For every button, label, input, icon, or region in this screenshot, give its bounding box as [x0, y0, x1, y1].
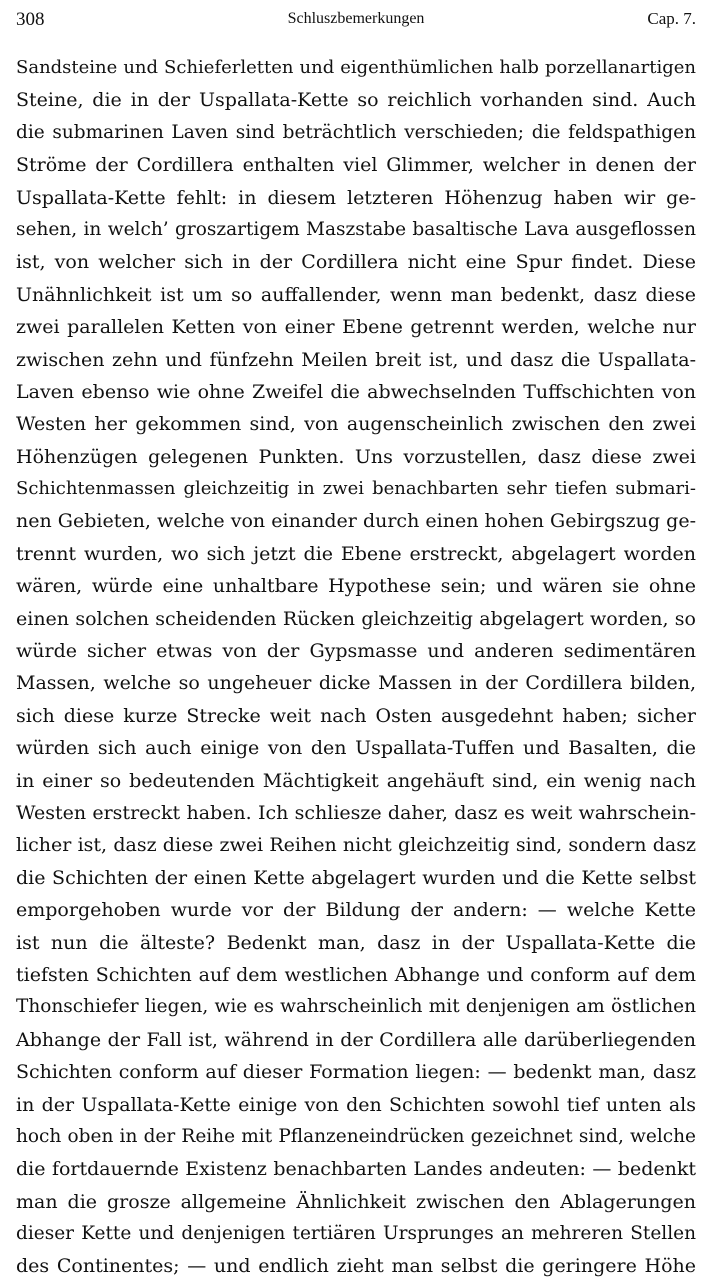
text-line: die submarinen Laven sind beträchtlich verschieden; die feldspathigen [16, 121, 696, 143]
text-line: Westen her gekommen sind, von augenscheinlich zwischen den zwei [16, 413, 696, 436]
text-line: Massen, welche so ungeheuer dicke Massen in der Cordillera bilden, [16, 672, 696, 695]
text-line: würden sich auch einige von den Uspallata-Tuffen und Basalten, die [16, 737, 696, 760]
text-line: Steine, die in der Uspallata-Kette so reichlich vorhanden sind. Auch [16, 89, 696, 112]
text-line: Schichtenmassen gleichzeitig in zwei benachbarten sehr tiefen submari- [16, 478, 696, 500]
text-line: ist, von welcher sich in der Cordillera nicht eine Spur findet. Diese [16, 251, 696, 274]
text-line: des Continentes; — und endlich zieht man selbst die geringere Höhe [16, 1255, 696, 1278]
text-line: trennt wurden, wo sich jetzt die Ebene erstreckt, abgelagert worden [16, 542, 696, 565]
page-number: 308 [16, 9, 45, 30]
text-line: Abhange der Fall ist, während in der Cordillera alle darüberliegenden [16, 1028, 696, 1051]
text-line: licher ist, dasz diese zwei Reihen nicht gleichzeitig sind, sondern dasz [16, 834, 696, 857]
text-line: dieser Kette und denjenigen tertiären Ursprunges an mehreren Stellen [16, 1223, 696, 1245]
text-line: hoch oben in der Reihe mit Pflanzeneindrücken gezeichnet sind, welche [16, 1125, 696, 1147]
chapter-label: Cap. 7. [647, 9, 696, 28]
text-line: in einer so bedeutenden Mächtigkeit angehäuft sind, ein wenig nach [16, 769, 696, 792]
running-title: Schluszbemerkungen [287, 10, 425, 27]
text-line: einen solchen scheidenden Rücken gleichzeitig abgelagert worden, so [16, 607, 696, 630]
text-line: Westen erstreckt haben. Ich schliesze daher, dasz es weit wahrschein- [16, 801, 696, 824]
text-line: tiefsten Schichten auf dem westlichen Abhange und conform auf dem [16, 963, 696, 986]
text-line: Laven ebenso wie ohne Zweifel die abwechselnden Tuffschichten von [16, 380, 696, 403]
text-line: Unähnlichkeit ist um so auffallender, wenn man bedenkt, dasz diese [16, 283, 696, 306]
text-line: die Schichten der einen Kette abgelagert wurden und die Kette selbst [16, 866, 696, 889]
text-line: Sandsteine und Schieferletten und eigenthümlichen halb porzellanartigen [16, 57, 696, 78]
text-line: sich diese kurze Strecke weit nach Osten ausgedehnt haben; sicher [16, 704, 696, 727]
text-line: sehen, in welch’ groszartigem Maszstabe basaltische Lava ausgeflossen [16, 218, 696, 240]
text-line: zwischen zehn und fünfzehn Meilen breit ist, und dasz die Uspallata- [16, 348, 696, 371]
text-line: Thonschiefer liegen, wie es wahrscheinlich mit denjenigen am östlichen [16, 996, 696, 1018]
text-line: Uspallata-Kette fehlt: in diesem letzteren Höhenzug haben wir ge- [16, 186, 696, 209]
body-text [16, 52, 696, 1283]
text-line: die fortdauernde Existenz benachbarten Landes andeuten: — bedenkt [16, 1158, 696, 1181]
text-line: Schichten conform auf dieser Formation liegen: — bedenkt man, dasz [16, 1061, 696, 1084]
page-header [16, 9, 696, 33]
text-line: Ströme der Cordillera enthalten viel Glimmer, welcher in denen der [16, 154, 696, 177]
text-line: emporgehoben wurde vor der Bildung der andern: — welche Kette [16, 899, 696, 922]
text-line: würde sicher etwas von der Gypsmasse und anderen sedimentären [16, 640, 696, 663]
text-line: ist nun die älteste? Bedenkt man, dasz in der Uspallata-Kette die [16, 931, 696, 954]
text-line: zwei parallelen Ketten von einer Ebene getrennt werden, welche nur [16, 316, 696, 339]
text-line: man die grosze allgemeine Ähnlichkeit zwischen den Ablagerungen [16, 1190, 696, 1213]
text-line: wären, würde eine unhaltbare Hypothese sein; und wären sie ohne [16, 575, 696, 598]
text-line: Höhenzügen gelegenen Punkten. Uns vorzustellen, dasz diese zwei [16, 445, 696, 468]
text-line: in der Uspallata-Kette einige von den Schichten sowohl tief unten als [16, 1093, 696, 1116]
text-line: nen Gebieten, welche von einander durch einen hohen Gebirgszug ge- [16, 510, 696, 533]
